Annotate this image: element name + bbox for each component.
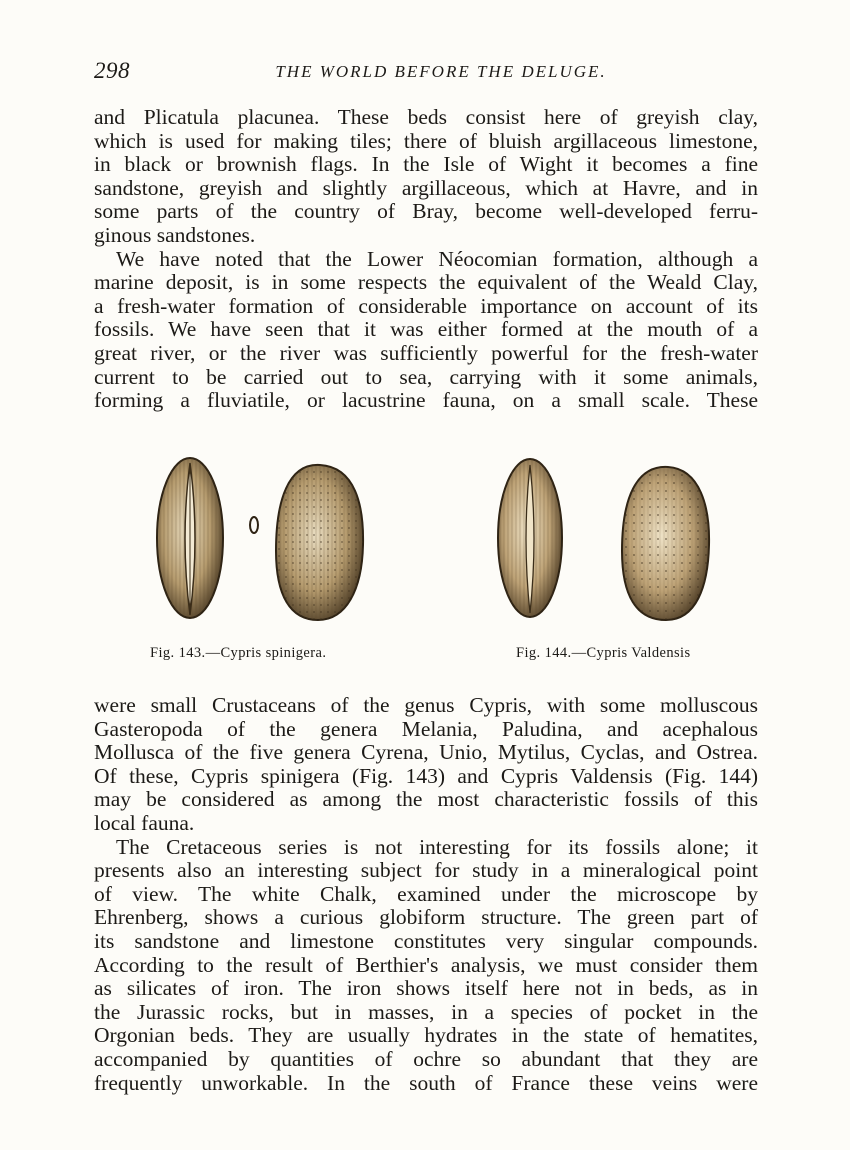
paragraph-block-bottom xyxy=(94,694,758,1095)
text-line: in black or brownish flags. In the Isle of Wight it becomes a fine xyxy=(94,152,758,177)
text-line: some parts of the country of Bray, become well-developed ferru- xyxy=(94,199,758,224)
text-line: the Jurassic rocks, but in masses, in a species of pocket in the xyxy=(94,999,758,1024)
text-line: as silicates of iron. The iron shows itself here not in beds, as in xyxy=(94,976,758,1001)
text-line: fossils. We have seen that it was either formed at the mouth of a xyxy=(94,317,758,342)
figure-144-caption: Fig. 144.—Cypris Valdensis xyxy=(516,645,691,661)
text-line: may be considered as among the most characteristic fossils of this xyxy=(94,787,758,812)
running-title: THE WORLD BEFORE THE DELUGE. xyxy=(275,62,607,81)
text-line: presents also an interesting subject for study in a mineralogical point xyxy=(94,858,758,883)
text-line: and Plicatula placunea. These beds consist here of greyish clay, xyxy=(94,105,758,129)
text-line: frequently unworkable. In the south of France these veins were xyxy=(94,1070,758,1095)
text-line: Gasteropoda of the genera Melania, Paludina, and acephalous xyxy=(94,716,758,741)
page-header xyxy=(94,58,758,88)
text-line: a fresh-water formation of considerable importance on account of its xyxy=(94,293,758,318)
text-line: Mollusca of the five genera Cyrena, Unio, Mytilus, Cyclas, and Ostrea. xyxy=(94,740,758,765)
figure-143-caption: Fig. 143.—Cypris spinigera. xyxy=(150,645,327,661)
text-line: marine deposit, is in some respects the equivalent of the Weald Clay, xyxy=(94,270,758,295)
text-line: forming a fluviatile, or lacustrine fauna, on a small scale. These xyxy=(94,388,758,413)
text-line: sandstone, greyish and slightly argillaceous, which at Havre, and in xyxy=(94,175,758,200)
text-line: According to the result of Berthier's analysis, we must consider them xyxy=(94,952,758,977)
shell-lateral-view xyxy=(276,465,363,620)
text-line: great river, or the river was sufficiently powerful for the fresh-water xyxy=(94,340,758,365)
text-line: accompanied by quantities of ochre so abundant that they are xyxy=(94,1046,758,1071)
text-line: The Cretaceous series is not interesting for its fossils alone; it xyxy=(116,834,758,859)
shell-lateral-view xyxy=(622,467,709,620)
text-line: were small Crustaceans of the genus Cypris, with some molluscous xyxy=(94,693,758,717)
text-line: local fauna. xyxy=(94,810,195,835)
text-line: Ehrenberg, shows a curious globiform structure. The green part of xyxy=(94,905,758,930)
text-line: which is used for making tiles; there of bluish argillaceous limestone, xyxy=(94,128,758,153)
page-number: 298 xyxy=(94,58,130,83)
shell-dorsal-view xyxy=(498,459,562,617)
text-line: its sandstone and limestone constitutes very singular compounds. xyxy=(94,928,758,953)
cypris-spinigera-illustration xyxy=(150,455,380,627)
paragraph-block-top xyxy=(94,106,758,413)
text-line: Of these, Cypris spinigera (Fig. 143) and Cypris Valdensis (Fig. 144) xyxy=(94,763,758,788)
text-line: Orgonian beds. They are usually hydrates in the state of hematites, xyxy=(94,1023,758,1048)
text-line: We have noted that the Lower Néocomian formation, although a xyxy=(116,246,758,271)
text-line: of view. The white Chalk, examined under the microscope by xyxy=(94,881,758,906)
shell-dorsal-view xyxy=(157,458,223,618)
text-line: current to be carried out to sea, carrying with it some animals, xyxy=(94,364,758,389)
small-egg-outline xyxy=(250,517,258,533)
text-line: ginous sandstones. xyxy=(94,222,256,247)
cypris-valdensis-illustration xyxy=(494,455,724,627)
